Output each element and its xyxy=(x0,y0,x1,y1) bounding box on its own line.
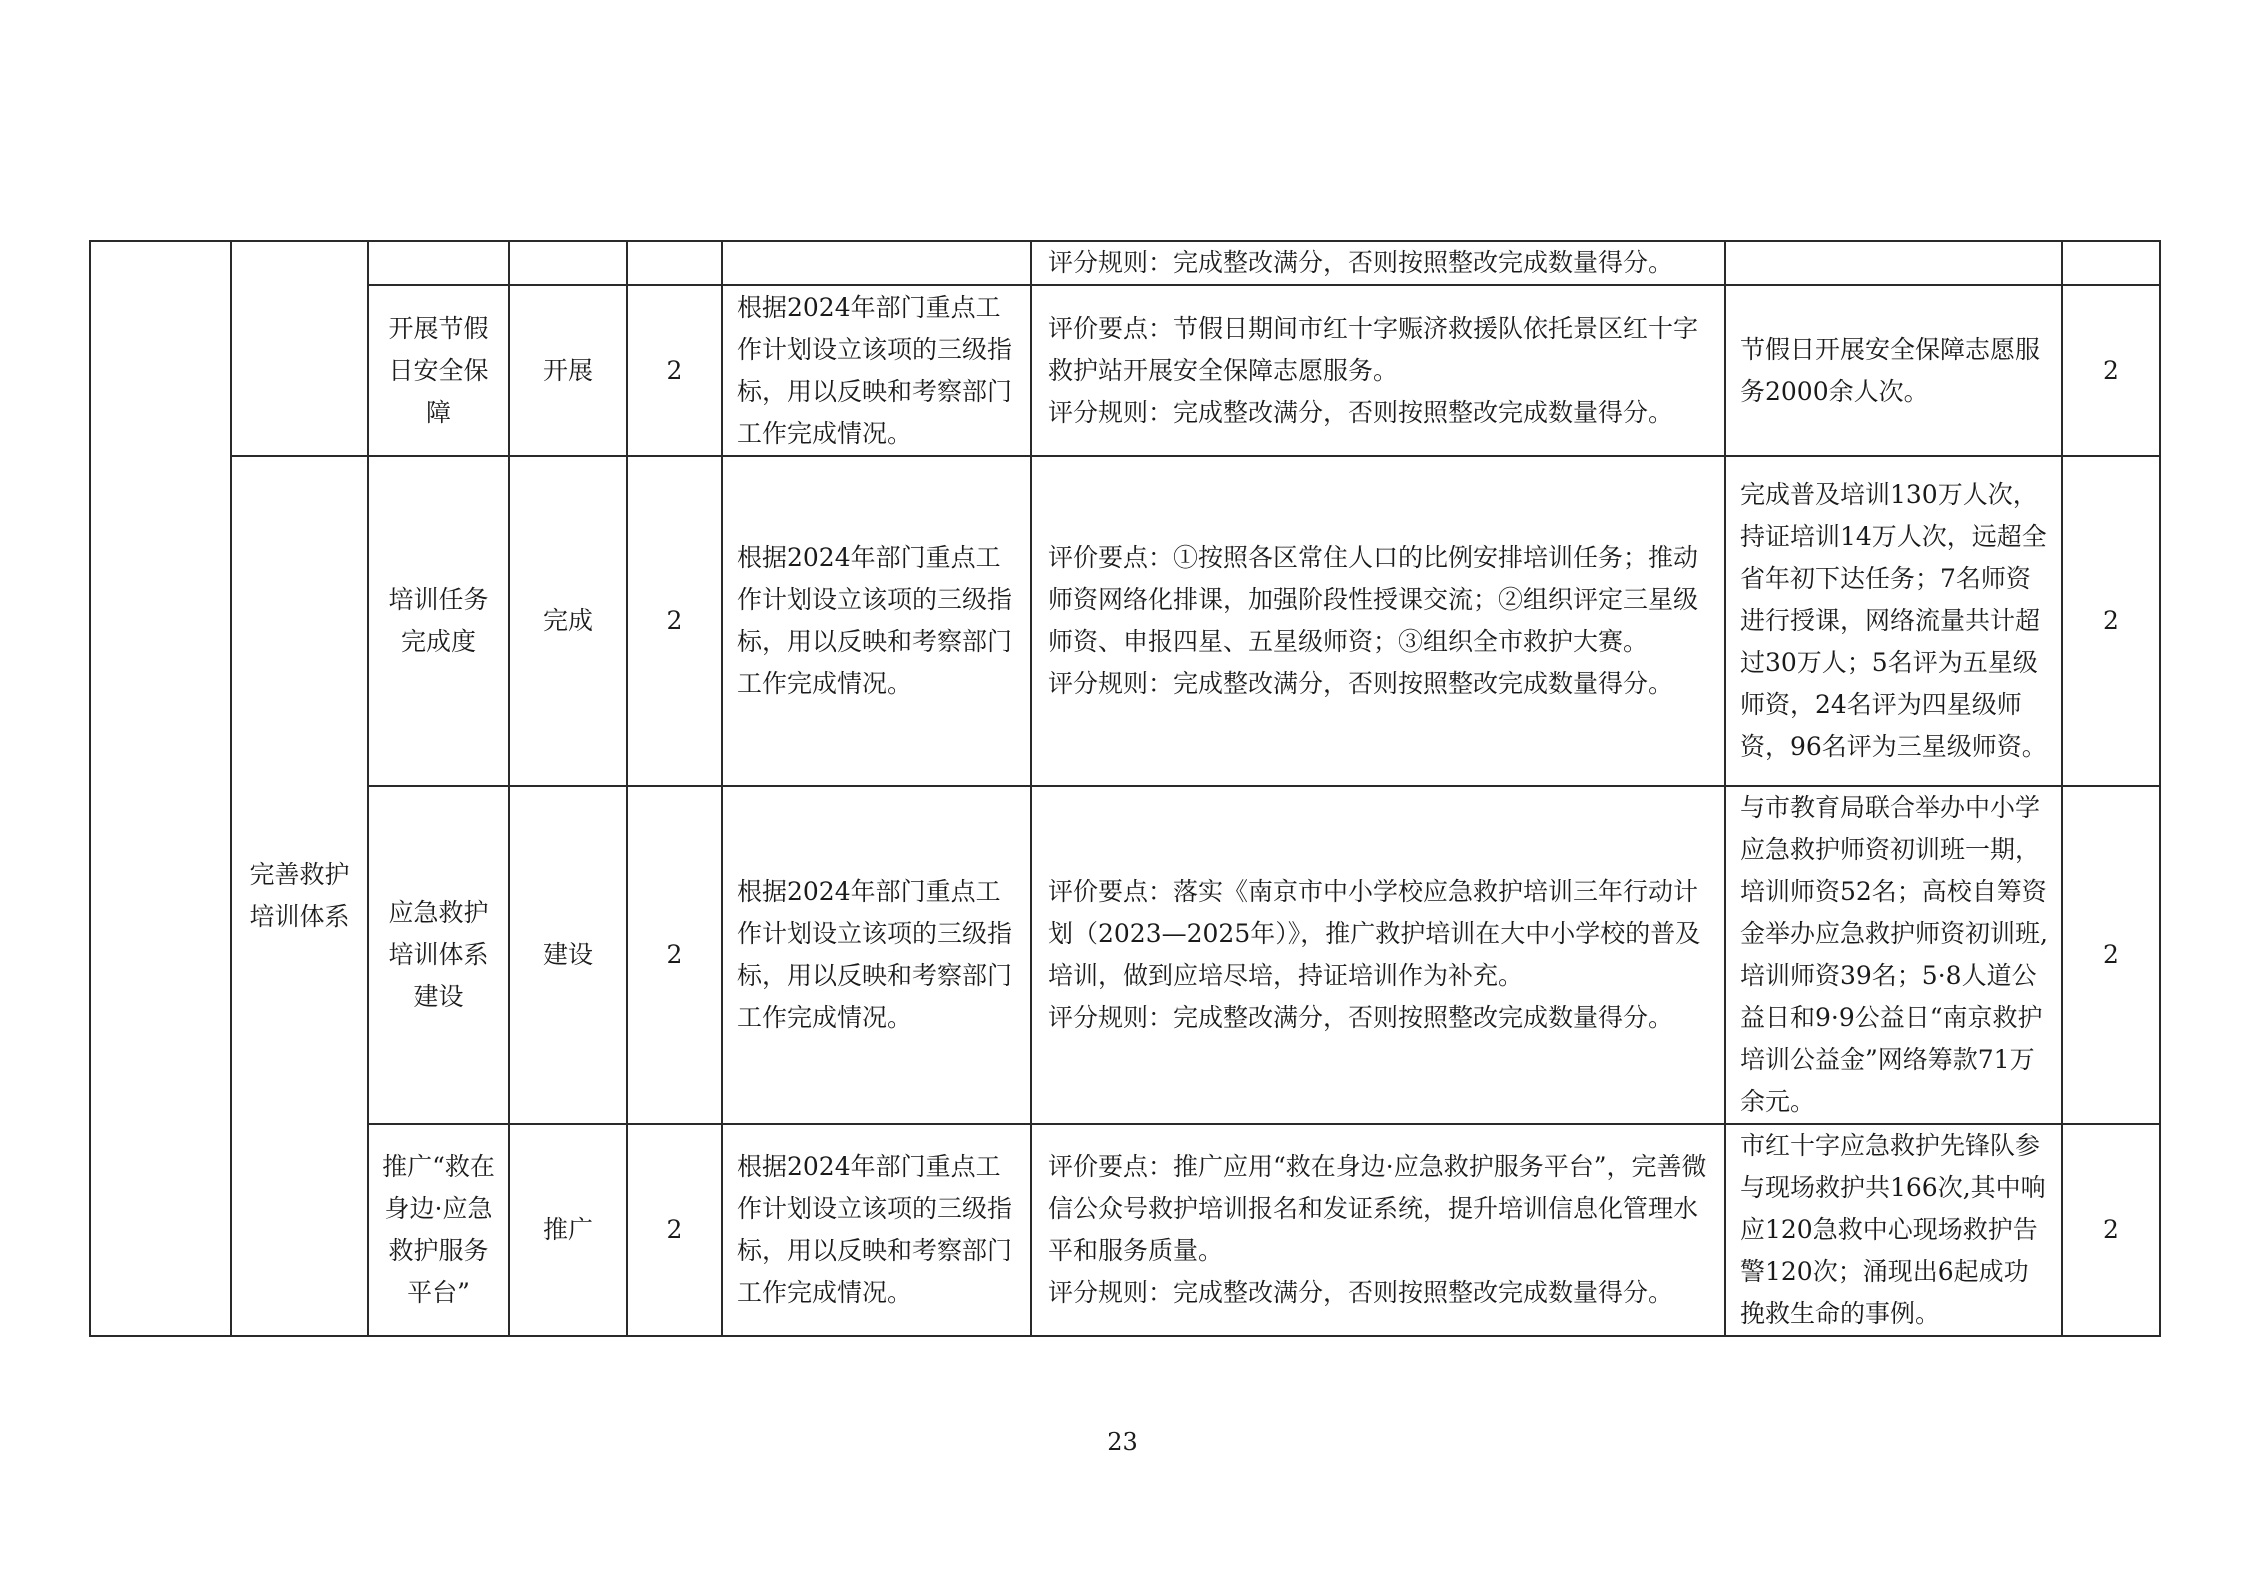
weight-cell: 2 xyxy=(627,786,722,1124)
basis-cell: 根据2024年部门重点工作计划设立该项的三级指标，用以反映和考察部门工作完成情况。 xyxy=(722,285,1031,456)
table-row xyxy=(90,1124,2160,1336)
scoring-rule-cell xyxy=(1031,241,1725,285)
value-cell: 建设 xyxy=(509,786,627,1124)
basis-cell: 根据2024年部门重点工作计划设立该项的三级指标，用以反映和考察部门工作完成情况。 xyxy=(722,786,1031,1124)
score-cell: 2 xyxy=(2062,786,2160,1124)
score-cell: 2 xyxy=(2062,1124,2160,1336)
points-cell xyxy=(1031,285,1725,456)
evaluation-points: 评价要点：落实《南京市中小学校应急救护培训三年行动计划（2023—2025年）》，推广救护培训在大中小学校的普及培训，做到应培尽培，持证培训作为补充。 xyxy=(1048,877,1701,990)
evaluation-points: 评价要点：①按照各区常住人口的比例安排培训任务；推动师资网络化排课，加强阶段性授课交流；②组织评定三星级师资、申报四星、五星级师资；③组织全市救护大赛。 xyxy=(1048,543,1699,656)
level2-cell xyxy=(231,241,368,456)
score-cell: 2 xyxy=(2062,456,2160,786)
weight-cell: 2 xyxy=(627,285,722,456)
table-row xyxy=(90,786,2160,1124)
points-cell xyxy=(1031,786,1725,1124)
basis-cell: 根据2024年部门重点工作计划设立该项的三级指标，用以反映和考察部门工作完成情况。 xyxy=(722,1124,1031,1336)
scoring-rule: 评分规则：完成整改满分，否则按照整改完成数量得分。 xyxy=(1048,1278,1674,1307)
value-cell: 推广 xyxy=(509,1124,627,1336)
weight-cell: 2 xyxy=(627,1124,722,1336)
basis-cell: 根据2024年部门重点工作计划设立该项的三级指标，用以反映和考察部门工作完成情况。 xyxy=(722,456,1031,786)
scoring-rule: 评分规则：完成整改满分，否则按照整改完成数量得分。 xyxy=(1048,669,1674,698)
indicator-cell: 推广“救在身边·应急救护服务平台” xyxy=(368,1124,509,1336)
category-cell: 完善救护培训体系 xyxy=(231,456,368,1336)
table-row xyxy=(90,241,2160,285)
result-cell: 节假日开展安全保障志愿服务2000余人次。 xyxy=(1725,285,2062,456)
result-cell: 与市教育局联合举办中小学应急救护师资初训班一期，培训师资52名；高校自筹资金举办应急救护师资初训班,培训师资39名；5·8人道公益日和9·9公益日“南京救护培训公益金”网络筹款71万余元。 xyxy=(1725,786,2062,1124)
evaluation-points: 评价要点：节假日期间市红十字赈济救援队依托景区红十字救护站开展安全保障志愿服务。 xyxy=(1048,313,1699,385)
table-row xyxy=(90,456,2160,786)
level1-cell xyxy=(90,241,231,1336)
points-cell xyxy=(1031,456,1725,786)
page-number: 23 xyxy=(1107,1428,1138,1456)
table-row xyxy=(90,285,2160,456)
points-cell xyxy=(1031,1124,1725,1336)
value-cell: 开展 xyxy=(509,285,627,456)
scoring-rule: 评分规则：完成整改满分，否则按照整改完成数量得分。 xyxy=(1048,248,1674,277)
result-cell: 完成普及培训130万人次，持证培训14万人次，远超全省年初下达任务；7名师资进行授课，网络流量共计超过30万人；5名评为五星级师资，24名评为四星级师资，96名评为三星级师资。 xyxy=(1725,456,2062,786)
weight-cell: 2 xyxy=(627,456,722,786)
value-cell: 完成 xyxy=(509,456,627,786)
evaluation-table xyxy=(89,240,2161,1337)
scoring-rule: 评分规则：完成整改满分，否则按照整改完成数量得分。 xyxy=(1048,1003,1674,1032)
score-cell: 2 xyxy=(2062,285,2160,456)
indicator-cell: 应急救护培训体系建设 xyxy=(368,786,509,1124)
evaluation-points: 评价要点：推广应用“救在身边·应急救护服务平台”，完善微信公众号救护培训报名和发证系统，提升培训信息化管理水平和服务质量。 xyxy=(1048,1152,1707,1265)
indicator-cell: 培训任务完成度 xyxy=(368,456,509,786)
indicator-cell: 开展节假日安全保障 xyxy=(368,285,509,456)
result-cell: 市红十字应急救护先锋队参与现场救护共166次,其中响应120急救中心现场救护告警120次；涌现出6起成功挽救生命的事例。 xyxy=(1725,1124,2062,1336)
scoring-rule: 评分规则：完成整改满分，否则按照整改完成数量得分。 xyxy=(1048,397,1674,427)
